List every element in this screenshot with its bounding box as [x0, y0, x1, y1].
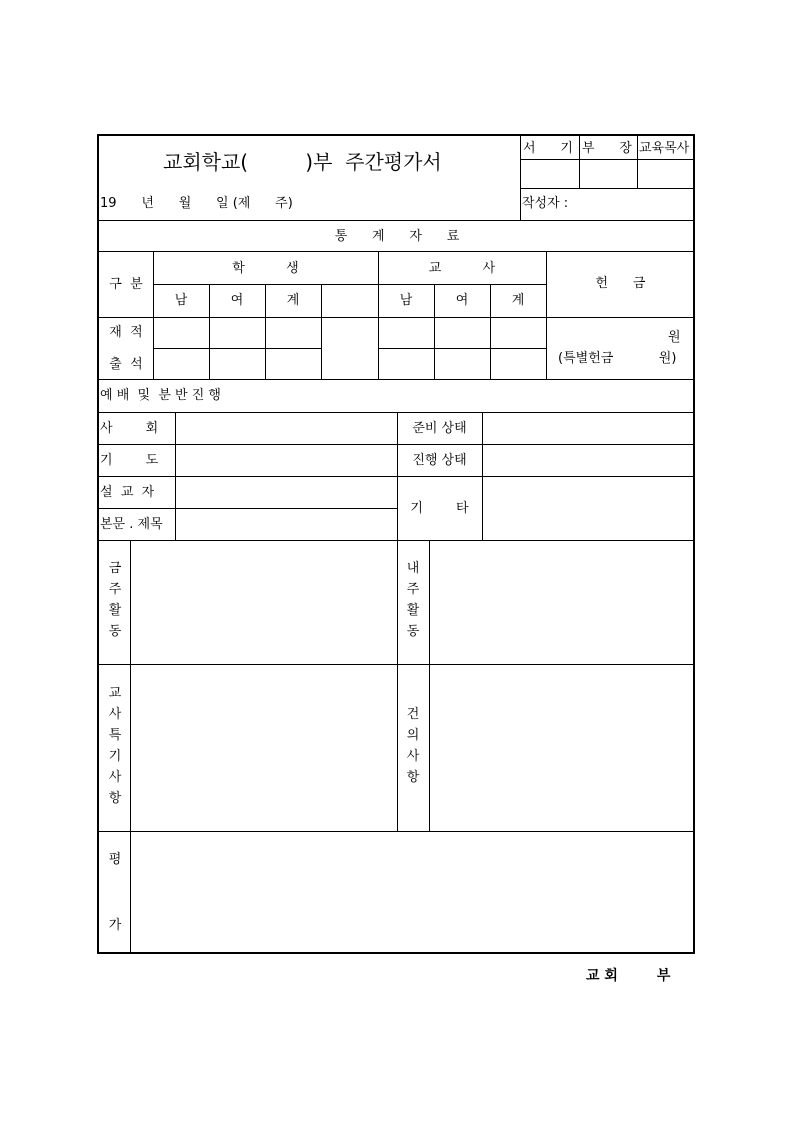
col-line	[175, 412, 176, 540]
teacher-female: 여	[455, 293, 469, 308]
etc-label: 기 타	[410, 501, 469, 516]
approval-secretary: 서 기	[523, 141, 573, 156]
row-line	[99, 508, 397, 509]
evaluation-label-top: 평	[108, 852, 122, 867]
writer-label: 작성자 :	[522, 196, 569, 211]
offering-won: 원	[668, 330, 681, 345]
row-line	[99, 317, 695, 318]
this-week-activity-label: 금주활동	[108, 561, 122, 639]
col-line	[130, 540, 131, 954]
col-line	[482, 412, 483, 540]
offering-label: 헌 금	[595, 276, 646, 291]
attendance-label: 출 석	[109, 357, 143, 372]
scripture-label: 본문 . 제목	[100, 517, 163, 532]
date-line: 19 년 월 일 (제 주)	[100, 196, 293, 211]
student-male: 남	[174, 293, 188, 308]
row-line	[99, 220, 695, 221]
col-line	[546, 251, 547, 379]
col-line	[520, 136, 521, 220]
progress-status-label: 진행 상태	[412, 453, 467, 468]
teacher-total: 계	[511, 293, 525, 308]
row-line	[99, 831, 695, 832]
enrolled-label: 재 적	[109, 325, 143, 340]
approval-pastor: 교육목사	[639, 141, 690, 156]
row-line	[520, 188, 695, 189]
prep-status-label: 준비 상태	[412, 421, 467, 436]
category-label: 구 분	[109, 277, 143, 292]
form-title: 교회학교( )부 주간평가서	[163, 150, 442, 174]
col-line	[637, 136, 638, 188]
col-line	[429, 540, 430, 831]
student-female: 여	[230, 293, 244, 308]
student-total: 계	[286, 293, 300, 308]
stats-section-title: 통 계 자 료	[334, 229, 460, 244]
suggestions-label: 건의사항	[406, 707, 420, 785]
col-line	[321, 284, 322, 379]
approval-dept-head: 부 장	[582, 141, 632, 156]
row-line	[520, 159, 695, 160]
teacher-label: 교 사	[428, 261, 496, 276]
row-line	[378, 348, 546, 349]
row-line	[99, 251, 695, 252]
prayer-label: 기 도	[100, 453, 159, 468]
row-line	[153, 284, 546, 285]
church-department-signature: 교 회 부	[586, 968, 671, 984]
teacher-male: 남	[399, 293, 413, 308]
evaluation-label-bottom: 가	[108, 918, 122, 933]
special-offering: (특별헌금 원)	[558, 351, 677, 366]
evaluation-form	[97, 134, 695, 954]
preacher-label: 설 교 자	[100, 485, 155, 500]
host-label: 사 회	[100, 421, 159, 436]
row-line	[153, 348, 321, 349]
col-line	[397, 540, 398, 831]
next-week-activity-label: 내주활동	[406, 561, 420, 639]
teacher-notes-label: 교사특기사항	[108, 686, 122, 806]
student-label: 학 생	[232, 261, 299, 276]
col-line	[579, 136, 580, 188]
row-line	[99, 379, 695, 380]
worship-section-title: 예 배 및 분 반 진 행	[100, 388, 221, 403]
